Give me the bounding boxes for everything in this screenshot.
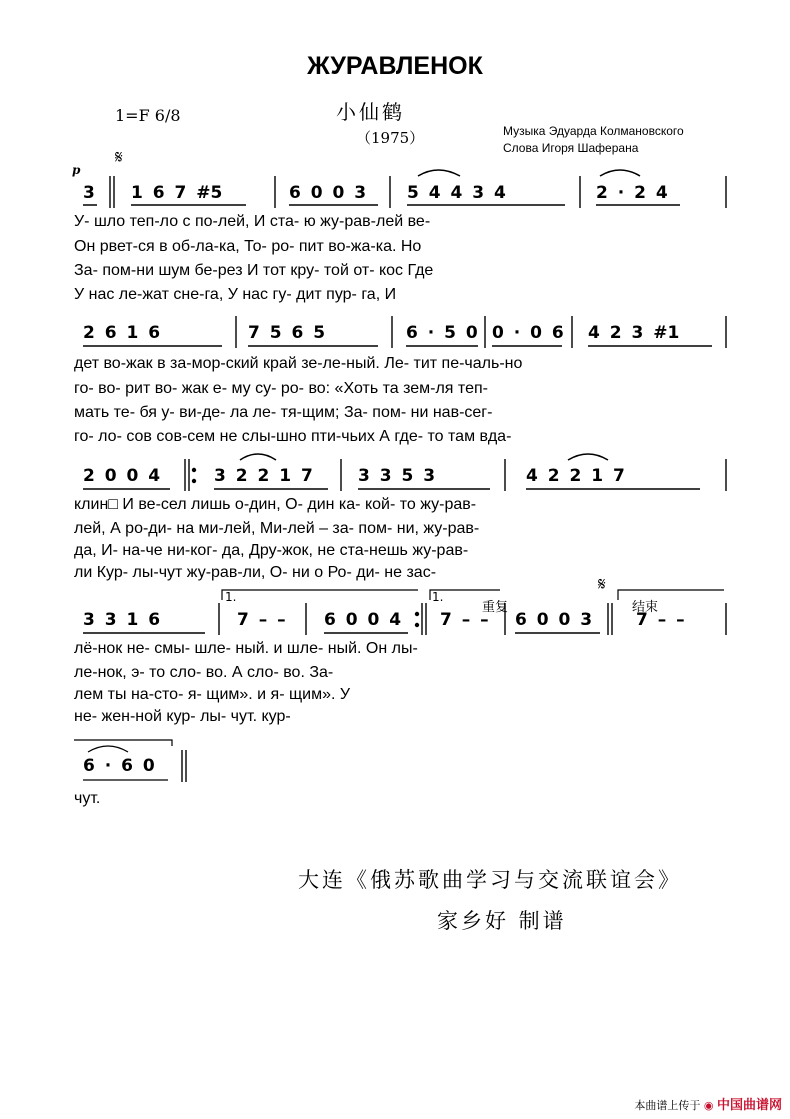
composer-credit: Музыка Эдуарда Колмановского — [503, 124, 684, 138]
end-label: 结束 — [632, 600, 659, 615]
barlines-line2 — [236, 316, 726, 348]
notes-m6: 7 5 6 5 — [248, 323, 326, 343]
notes-m14: 3 3 1 6 — [83, 610, 161, 630]
lyric-line4-v2: ле-нок, э- то сло- во. А сло- во. За- — [74, 664, 334, 681]
notes-m10: 2 0 0 4 — [83, 466, 161, 486]
beams-line5 — [74, 740, 172, 780]
notes-m0: 3 — [83, 183, 95, 203]
notes-m12: 3 3 5 3 — [358, 466, 436, 486]
lyric-line4-v3: лем ты на-сто- я- щим». и я- щим». У — [74, 686, 351, 703]
lyric-line5-v1: чут. — [74, 790, 101, 807]
notes-m3: 5 4 4 3 4 — [407, 183, 506, 203]
barlines-line3 — [185, 459, 726, 491]
notes-m9: 4 2 3 #1 — [588, 323, 680, 343]
notes-m2: 6 0 0 3 — [289, 183, 367, 203]
volta-1-label: 1. — [225, 590, 237, 604]
notes-m11: 3 2 2 1 7 — [214, 466, 313, 486]
notes-m20: 6 · 6 0 — [83, 756, 155, 776]
notes-m4: 2 · 2 4 — [596, 183, 668, 203]
notes-m8: 0 · 0 6 — [492, 323, 564, 343]
lyric-line3-v4: ли Кур- лы-чут жу-рав-ли, О- ни о Ро- ди- не зас- — [74, 564, 437, 581]
lyric-line2-v2: го- во- рит во- жак е- му су- ро- во: «Хоть та зем-ля теп- — [74, 380, 488, 397]
lyric-line3-v2: лей, А ро-ди- на ми-лей, Ми-лей – за- пом- ни, жу-рав- — [74, 520, 480, 537]
lyric-line4-v1: лё-нок не- смы- шле- ный. и шле- ный. Он лы- — [74, 640, 418, 657]
upload-prefix: 本曲谱上传于 — [634, 1099, 701, 1112]
upload-logo-icon: ◉ — [703, 1099, 714, 1112]
segno-end-icon: 𝄋 — [598, 574, 606, 595]
notes-m18: 6 0 0 3 — [515, 610, 593, 630]
lyric-line3-v3: да, И- на-че ни-ког- да, Дру-жок, не ста-нешь жу-рав- — [74, 542, 469, 559]
notes-m1: 1 6 7 #5 — [131, 183, 223, 203]
notes-m17: 7 – – — [440, 610, 489, 630]
volta-1-label-second: 1. — [432, 590, 444, 604]
dynamic-marking: p — [72, 163, 81, 177]
lyric-line1-v1: У- шло теп-ло с по-лей, И ста- ю жу-рав-лей ве- — [74, 213, 431, 230]
lyric-line1-v3: За- пом-ни шум бе-рез И тот кру- той от- кос Где — [74, 262, 434, 279]
lyric-line4-v4: не- жен-ной кур- лы- чут. кур- — [74, 708, 291, 725]
beams-line3 — [83, 454, 700, 489]
segno-icon: 𝄋 — [115, 147, 123, 168]
lyric-line2-v1: дет во-жак в за-мор-ский край зе-ле-ный. Ле- тит пе-чаль-но — [74, 355, 523, 372]
barlines-line1 — [110, 176, 726, 208]
song-subtitle: 小仙鹤 — [336, 100, 405, 124]
repeat-label: 重复 — [482, 600, 509, 615]
lyric-line3-v1: клин□ И ве-сел лишь о-дин, О- дин ка- кой- то жу-рав- — [74, 496, 477, 513]
notes-m13: 4 2 2 1 7 — [526, 466, 625, 486]
voltas-line4 — [222, 590, 724, 600]
lyric-line2-v3: мать те- бя у- ви-де- ла ле- тя-щим; За- пом- ни нав-сег- — [74, 404, 493, 421]
barlines-line5 — [182, 750, 186, 782]
notes-m19: 7 – – — [636, 610, 685, 630]
upload-site: 中国曲谱网 — [716, 1098, 782, 1113]
barlines-line4 — [219, 603, 726, 635]
beams-line1 — [83, 170, 680, 205]
song-year: （1975） — [356, 129, 425, 147]
notes-m5: 2 6 1 6 — [83, 323, 161, 343]
key-signature: 1=F 6/8 — [115, 106, 181, 125]
footer-arranger: 家乡好 制谱 — [437, 909, 567, 933]
lyric-line1-v4: У нас ле-жат сне-га, У нас гу- дит пур- га, И — [74, 286, 397, 303]
lyric-line1-v2: Он рвет-ся в об-ла-ка, То- ро- пит во-жа-ка. Но — [74, 238, 422, 255]
notes-m15: 7 – – — [237, 610, 286, 630]
song-title: ЖУРАВЛЕНОК — [307, 52, 483, 80]
notes-m7: 6 · 5 0 — [406, 323, 478, 343]
notes-m16: 6 0 0 4 — [324, 610, 402, 630]
footer-organization: 大连《俄苏歌曲学习与交流联谊会》 — [298, 868, 682, 892]
lyricist-credit: Слова Игоря Шаферана — [503, 141, 639, 155]
lyric-line2-v4: го- ло- сов сов-сем не слы-шно пти-чьих А где- то там вда- — [74, 428, 512, 445]
